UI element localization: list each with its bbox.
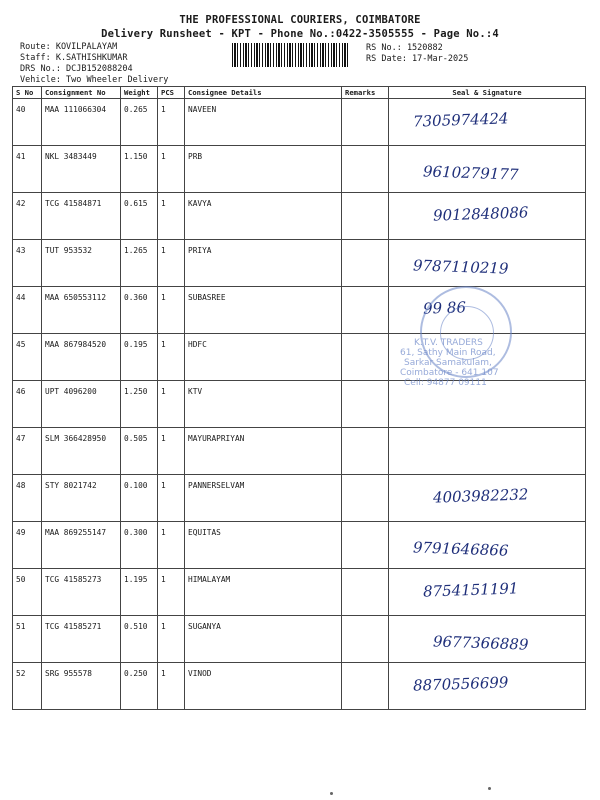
table-row [13,569,586,616]
header-consignee: Consignee Details [185,87,342,99]
cell-weight: 0.265 [121,99,158,146]
cell-signature [389,522,586,569]
cell-consignment: MAA 650553112 [42,287,121,334]
cell-pcs: 1 [158,146,185,193]
cell-signature [389,193,586,240]
rs-date: RS Date: 17-Mar-2025 [366,54,469,64]
stamp-line: Coimbatore - 641 107 [400,368,499,378]
handwritten-phone: 8870556699 [412,673,509,695]
cell-weight: 1.195 [121,569,158,616]
cell-pcs: 1 [158,616,185,663]
cell-remarks [342,99,389,146]
cell-signature [389,99,586,146]
cell-consignee: VINOD [185,663,342,710]
table-header-row [13,87,586,99]
cell-weight: 1.265 [121,240,158,287]
cell-signature [389,240,586,287]
header-weight: Weight [121,87,158,99]
cell-remarks [342,475,389,522]
cell-sno: 52 [13,663,42,710]
cell-sno: 45 [13,334,42,381]
rs-number: RS No.: 1520882 [366,43,443,53]
cell-weight: 0.505 [121,428,158,475]
table-row [13,381,586,428]
cell-sno: 41 [13,146,42,193]
cell-remarks [342,663,389,710]
cell-consignee: SUGANYA [185,616,342,663]
cell-remarks [342,569,389,616]
stamp-line: Cell: 94877 09111 [404,378,487,388]
cell-consignment: NKL 3483449 [42,146,121,193]
cell-pcs: 1 [158,663,185,710]
table-row [13,616,586,663]
staff-label: Staff: K.SATHISHKUMAR [20,53,128,63]
cell-pcs: 1 [158,569,185,616]
cell-consignee: HIMALAYAM [185,569,342,616]
cell-sno: 43 [13,240,42,287]
cell-weight: 0.250 [121,663,158,710]
cell-remarks [342,146,389,193]
runsheet-table [12,86,586,710]
cell-pcs: 1 [158,334,185,381]
cell-weight: 0.300 [121,522,158,569]
cell-consignment: MAA 869255147 [42,522,121,569]
scan-speck [330,792,333,795]
cell-consignment: SLM 366428950 [42,428,121,475]
cell-signature [389,569,586,616]
table-row [13,240,586,287]
cell-sno: 50 [13,569,42,616]
cell-remarks [342,616,389,663]
cell-remarks [342,381,389,428]
cell-sno: 40 [13,99,42,146]
header-sno: S No [13,87,42,99]
cell-pcs: 1 [158,522,185,569]
cell-weight: 0.360 [121,287,158,334]
cell-sno: 47 [13,428,42,475]
cell-consignment: TCG 41584871 [42,193,121,240]
header-remarks: Remarks [342,87,389,99]
handwritten-phone: 9610279177 [422,162,519,184]
cell-consignee: EQUITAS [185,522,342,569]
cell-consignment: MAA 867984520 [42,334,121,381]
cell-consignee: PANNERSELVAM [185,475,342,522]
cell-sno: 42 [13,193,42,240]
cell-remarks [342,428,389,475]
cell-weight: 0.100 [121,475,158,522]
cell-weight: 0.615 [121,193,158,240]
route-label: Route: KOVILPALAYAM [20,42,118,52]
cell-consignment: TCG 41585273 [42,569,121,616]
cell-pcs: 1 [158,193,185,240]
runsheet-subtitle: Delivery Runsheet - KPT - Phone No.:0422-3505555 - Page No.:4 [101,28,499,40]
cell-remarks [342,334,389,381]
cell-consignee: PRB [185,146,342,193]
cell-signature [389,475,586,522]
cell-consignee: PRIYA [185,240,342,287]
cell-consignee: MAYURAPRIYAN [185,428,342,475]
cell-consignee: KTV [185,381,342,428]
cell-sno: 46 [13,381,42,428]
cell-sno: 49 [13,522,42,569]
stamp-line: 61, Sathy Main Road, [400,348,496,358]
cell-consignee: HDFC [185,334,342,381]
table-row [13,428,586,475]
handwritten-phone: 99 86 [422,298,467,318]
cell-consignee: NAVEEN [185,99,342,146]
cell-consignee: SUBASREE [185,287,342,334]
handwritten-phone: 9012848086 [432,203,529,225]
handwritten-phone: 9787110219 [412,256,509,278]
vehicle-label: Vehicle: Two Wheeler Delivery [20,75,169,85]
cell-remarks [342,240,389,287]
table-row [13,146,586,193]
cell-signature [389,616,586,663]
scan-speck [488,787,491,790]
cell-sno: 51 [13,616,42,663]
cell-pcs: 1 [158,475,185,522]
cell-remarks [342,522,389,569]
table-row [13,522,586,569]
cell-sno: 44 [13,287,42,334]
cell-consignment: TCG 41585271 [42,616,121,663]
handwritten-phone: 8754151191 [422,579,519,601]
barcode [232,43,350,67]
company-title: THE PROFESSIONAL COURIERS, COIMBATORE [179,14,421,26]
cell-pcs: 1 [158,287,185,334]
table-row [13,663,586,710]
cell-weight: 0.195 [121,334,158,381]
cell-weight: 1.150 [121,146,158,193]
cell-consignment: SRG 955578 [42,663,121,710]
cell-pcs: 1 [158,428,185,475]
cell-remarks [342,287,389,334]
handwritten-phone: 4003982232 [432,485,529,507]
cell-signature [389,428,586,475]
cell-consignment: UPT 4096200 [42,381,121,428]
handwritten-phone: 7305974424 [412,109,509,131]
header-signature: Seal & Signature [389,87,586,99]
table-row [13,99,586,146]
cell-signature [389,663,586,710]
cell-pcs: 1 [158,240,185,287]
cell-sno: 48 [13,475,42,522]
cell-remarks [342,193,389,240]
stamp-line: Sarkar Samakulam, [404,358,492,368]
cell-signature [389,146,586,193]
cell-pcs: 1 [158,99,185,146]
table-row [13,475,586,522]
drs-number: DRS No.: DCJB152088204 [20,64,133,74]
header-consignment: Consignment No [42,87,121,99]
handwritten-phone: 9677366889 [432,632,529,654]
cell-consignment: STY 8021742 [42,475,121,522]
cell-weight: 0.510 [121,616,158,663]
stamp-line: K.T.V. TRADERS [414,338,483,348]
cell-consignment: MAA 111066304 [42,99,121,146]
header-pcs: PCS [158,87,185,99]
cell-weight: 1.250 [121,381,158,428]
cell-consignment: TUT 953532 [42,240,121,287]
handwritten-phone: 9791646866 [412,538,509,560]
cell-consignee: KAVYA [185,193,342,240]
table-row [13,193,586,240]
stamp-text [384,338,499,388]
cell-pcs: 1 [158,381,185,428]
